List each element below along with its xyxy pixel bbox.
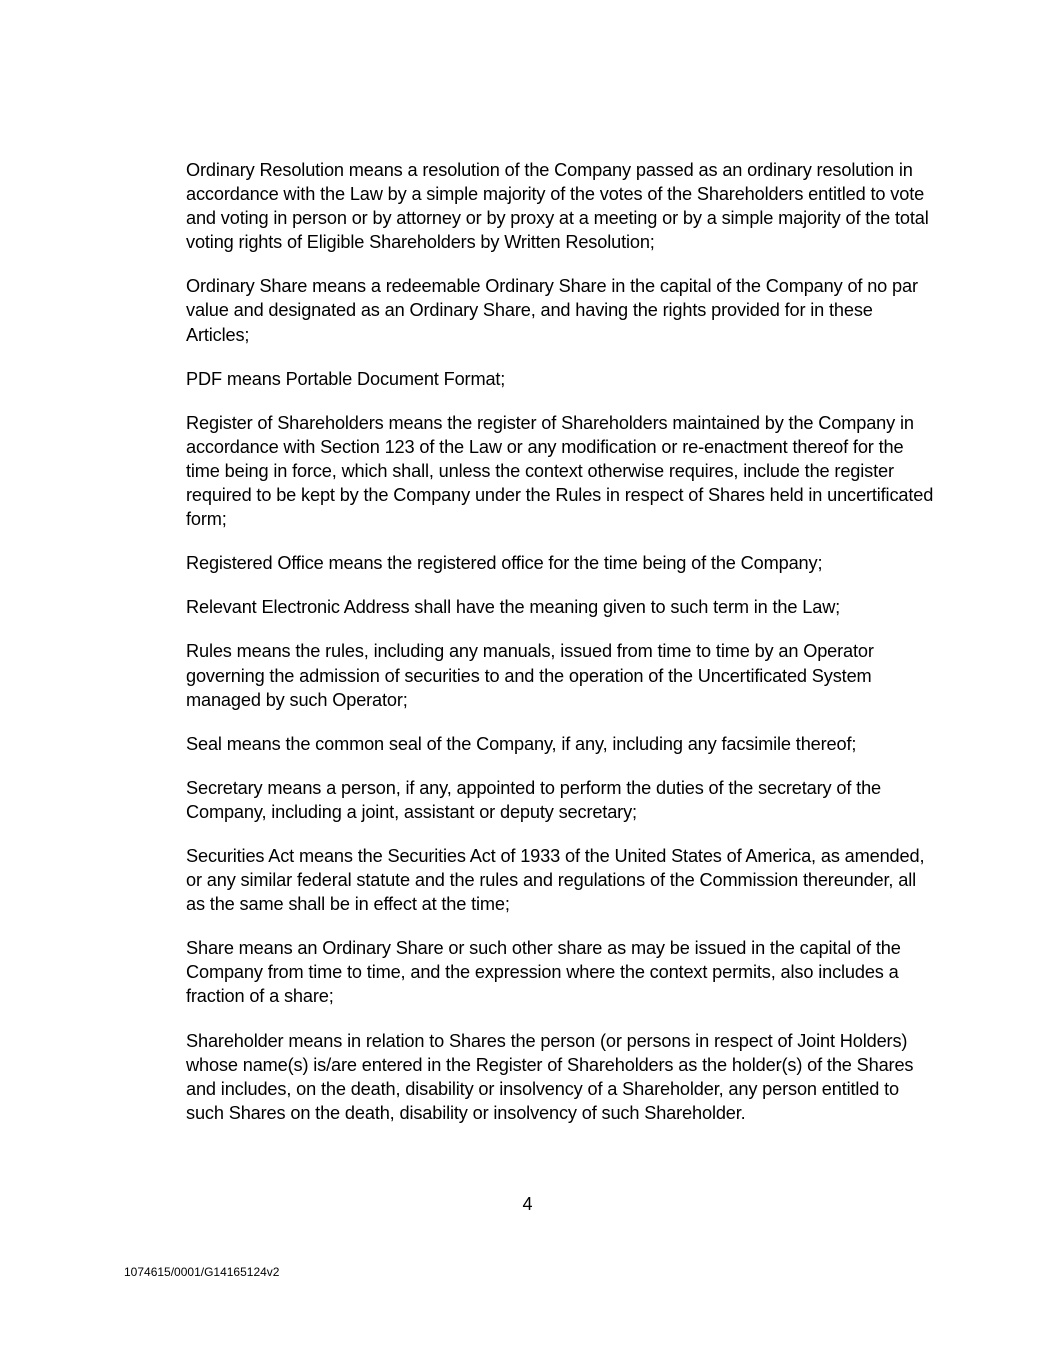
definition-relevant-electronic-address: Relevant Electronic Address shall have the meaning given to such term in the Law; [186,597,841,618]
definition-pdf: PDF means Portable Document Format; [186,368,506,389]
definitions-list [186,158,938,1145]
definition-share: Share means an Ordinary Share or such other share as may be issued in the capital of the Company from time to time, and the expression where the context permits, also includes a fraction of a share; [186,938,901,1007]
definition-seal: Seal means the common seal of the Company, if any, including any facsimile thereof; [186,733,857,754]
document-reference: 1074615/0001/G14165124v2 [124,1265,280,1279]
definition-register-of-shareholders: Register of Shareholders means the register of Shareholders maintained by the Company in accordance with Section 123 of the Law or any modification or re-enactment thereof for the time being in force, which shall, unless the context otherwise requires, include the register required to be kept by the Company under the Rules in respect of Shares held in uncertificated form; [186,412,934,530]
definition-rules: Rules means the rules, including any manuals, issued from time to time by an Operator governing the admission of securities to and the operation of the Uncertificated System managed by such Operator; [186,641,874,710]
definition-shareholder: Shareholder means in relation to Shares the person (or persons in respect of Joint Holders) whose name(s) is/are entered in the Register of Shareholders as the holder(s) of the Shares and includes, on the death, disability or insolvency of a Shareholder, any person entitled to such Shares on the death, disability or insolvency of such Shareholder. [186,1030,914,1123]
definition-ordinary-share: Ordinary Share means a redeemable Ordinary Share in the capital of the Company of no par value and designated as an Ordinary Share, and having the rights provided for in these Articles; [186,276,918,345]
definition-ordinary-resolution: Ordinary Resolution means a resolution of the Company passed as an ordinary resolution in accordance with the Law by a simple majority of the votes of the Shareholders entitled to vote and voting in person or by attorney or by proxy at a meeting or by a simple majority of the total voting rights of Eligible Shareholders by Written Resolution; [186,160,929,253]
definition-secretary: Secretary means a person, if any, appointed to perform the duties of the secretary of the Company, including a joint, assistant or deputy secretary; [186,777,882,822]
page-number: 4 [522,1194,533,1214]
definition-securities-act: Securities Act means the Securities Act of 1933 of the United States of America, as amended, or any similar federal statute and the rules and regulations of the Commission thereunder, all as the same shall be in effect at the time; [186,845,925,915]
definition-registered-office: Registered Office means the registered office for the time being of the Company; [186,553,823,574]
